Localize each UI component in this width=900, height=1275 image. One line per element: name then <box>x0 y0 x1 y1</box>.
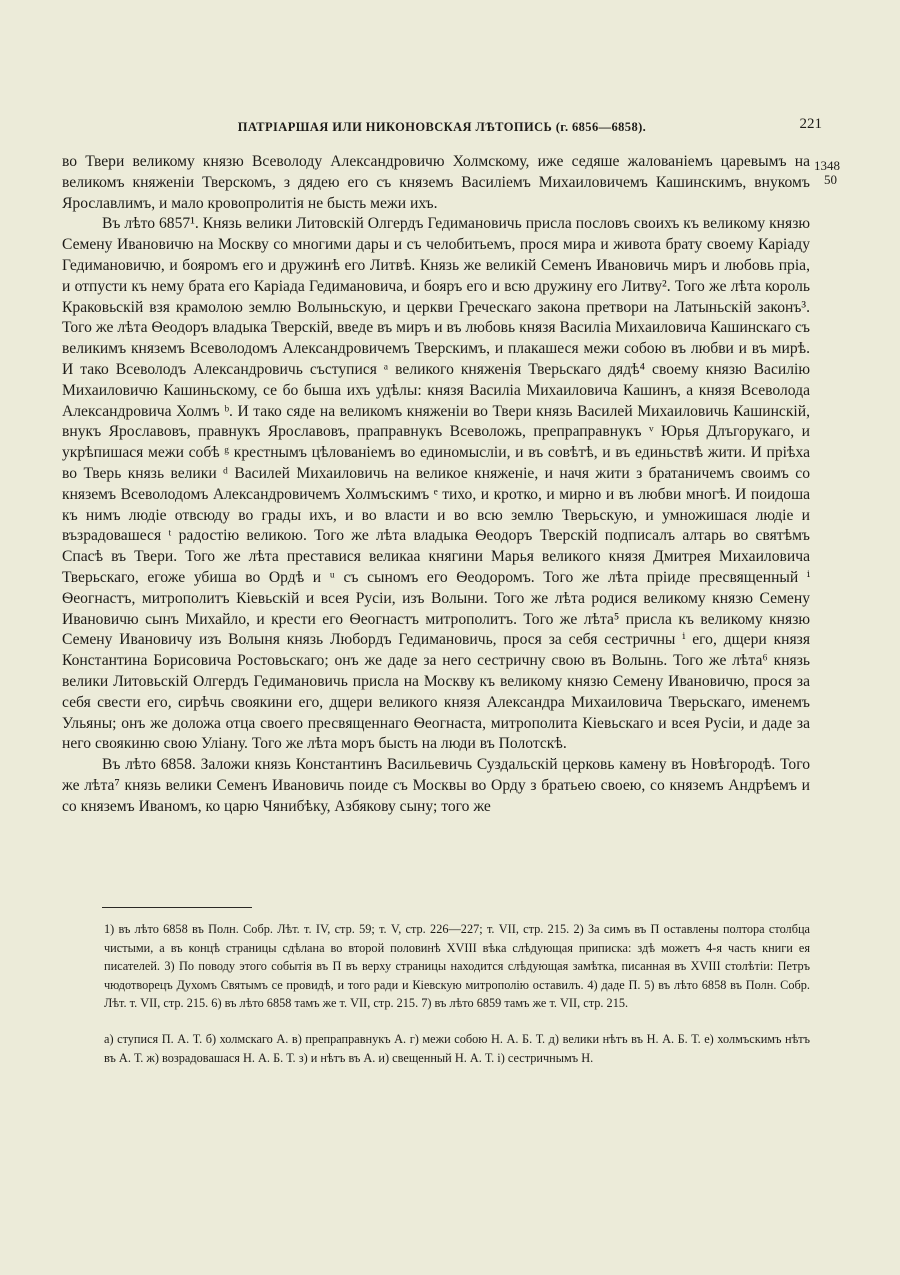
paragraph-3: Въ лѣто 6858. Заложи князь Константинъ Васильевичь Суздальскій церковь камену въ Новѣгородѣ. Того же лѣта⁷ князь велики Семенъ Ивановичь поиде съ Москвы во Орду з братьею своею, со княземъ Андрѣемъ и со княземъ Иваномъ, ко царю Чянибѣку, Азбякову сыну; того же <box>62 756 810 815</box>
footnotes-variants <box>104 1030 810 1067</box>
margin-year: 1348 <box>814 158 840 173</box>
footnotes-numbered <box>104 920 810 1013</box>
footnotes-variants-text: а) ступися П. А. Т. б) холмскаго А. в) препраправнукъ А. г) межи собою Н. А. Б. Т. д) велики нѣтъ въ Н. А. Б. Т. е) холмъскимъ нѣтъ въ А. Т. ж) возрадовашася Н. А. Б. Т. з) и нѣтъ въ А. и) свещенный Н. А. Т. і) сестричнымъ Н. <box>104 1032 810 1065</box>
page-number: 221 <box>799 116 822 132</box>
paragraph-1: во Твери великому князю Всеволоду Александровичю Холмскому, иже седяше жалованіемъ царевымъ на великомъ княженіи Тверскомъ, з дядею его съ княземъ Василіемъ Михаиловичемъ Кашинскимъ, внукомъ Ярославлимъ, и мало кровопролитія не бысть межи ихъ. <box>62 153 810 212</box>
running-header <box>62 116 822 138</box>
paragraph-2: Въ лѣто 6857¹. Князь велики Литовскій Олгердъ Гедимановичь присла пословъ своихъ къ великому князю Семену Ивановичю на Москву со многими дары и съ челобитьемъ, прося мира и живота брату своему Каріаду Гедимановичю, и бояромъ его и дружинѣ его Литвѣ. Князь же великій Семенъ Ивановичь миръ и любовь пріа, и отпусти къ нему брата его Каріада Гедимановича, и бояръ его и всю дружину его Литву². Того же лѣта король Краковьскій взя крамолою землю Волыньскую, и церкви Греческаго закона претвори на Латыньскій законъ³. Того же лѣта Ѳеодоръ владыка Тверскій, введе въ миръ и въ любовь князя Василіа Михаиловича Кашинскаго съ великимъ княземъ Всеволодомъ Александровичемъ Тверскимъ, и плакашеся межи собою въ любви и въ мирѣ. И тако Всеволодъ Александровичь съступися ᵃ великого княженія Тверьскаго дядѣ⁴ своему князю Василію Михаиловичю Кашиньскому, се бо быша ихъ удѣлы: князя Василіа Михаиловича Кашинъ, а князя Всеволода Александровича Холмъ ᵇ. И тако сяде на великомъ княженіи во Твери князь Василей Михаиловичь Кашинскій, внукъ Ярославовъ, правнукъ Ярославовъ, праправнукъ Всеволожь, препраправнукъ ᵛ Юрья Длъгорукаго, и укрѣпишася межи собѣ ᵍ крестнымъ цѣлованіемъ во единомысліи, и въ совѣтѣ, и въ единьствѣ жити. И пріѣха во Тверь князь велики ᵈ Василей Михаиловичь на великое княженіе, и начя жити з братаничемъ своимъ со княземъ Всеволодомъ Александровичемъ Холмъскимъ ᵉ тихо, и кротко, и мирно и въ любви многѣ. И поидоша къ нимъ людіе отвсюду во грады ихъ, и во власти и во всю землю Тверьскую, и умножишася людіе и възрадовашеся ᵗ радостію великою. Того же лѣта владыка Ѳеодоръ Тверскій подписалъ алтарь во святѣмъ Спасѣ въ Твери. Того же лѣта преставися великаа княгини Марья великого князя Дмитрея Михаиловича Тверьскаго, егоже убиша во Ордѣ и ᵘ съ сыномъ его Ѳеодоромъ. Того же лѣта пріиде пресвященный ⁱ Ѳеогнастъ, митрополитъ Кіевьскій и всея Русіи, изъ Волыни. Того же лѣта родися великому князю Семену Ивановичю сынъ Михайло, и крести его Ѳеогнастъ митрополитъ. Того же лѣта⁵ присла къ великому князю Семену Ивановичу изъ Волыня князь Любордъ Гедимановичь, прося за себя сестричны ⁱ его, дщери князя Константина Борисовича Ростовьскаго; онъ же даде за него сестричну свою въ Волынь. Того же лѣта⁶ князь велики Литовьскій Олгердъ Гедимановичь присла на Москву къ великому князю Семену Ивановичю, прося за себя свести его, сирѣчь своякини его, дщери великого князя Александра Михаиловича Тверьскаго, именемъ Ульяны; онъ же доложа отца своего пресвященнаго Ѳеогнаста, митрополита Кіевьскаго и всея Русіи, и даде за него своякиню свою Уліану. Того же лѣта моръ бысть на люди въ Полотскѣ. <box>62 215 810 753</box>
footnotes-numbered-text: 1) въ лѣто 6858 въ Полн. Собр. Лѣт. т. IV, стр. 59; т. V, стр. 226—227; т. VII, стр. 215. 2) За симъ въ П оставлены полтора столбца чистыми, а въ концѣ страницы сдѣлана во второй половинѣ XVIII вѣка слѣдующая приписка: здѣ можетъ 4-я часть книги ея писателей. 3) По поводу этого событія въ П въ верху страницы находится слѣдующая замѣтка, писанная въ XVIII столѣтіи: Петръ чюдотворецъ Духомъ Святымъ се провидѣ, и того ради и Кіевскую митрополію оставилъ. 4) даде П. 5) въ лѣто 6858 въ Полн. Собр. Лѣт. т. VII, стр. 215. 6) въ лѣто 6858 тамъ же т. VII, стр. 215. 7) въ лѣто 6859 тамъ же т. VII, стр. 215. <box>104 922 810 1011</box>
footnote-divider <box>102 907 252 908</box>
main-text <box>62 152 810 818</box>
running-title: ПАТРІАРШАЯ ИЛИ НИКОНОВСКАЯ ЛѢТОПИСЬ (г. 6856—6858). <box>237 120 647 134</box>
margin-year-sub: 50 <box>824 172 837 187</box>
